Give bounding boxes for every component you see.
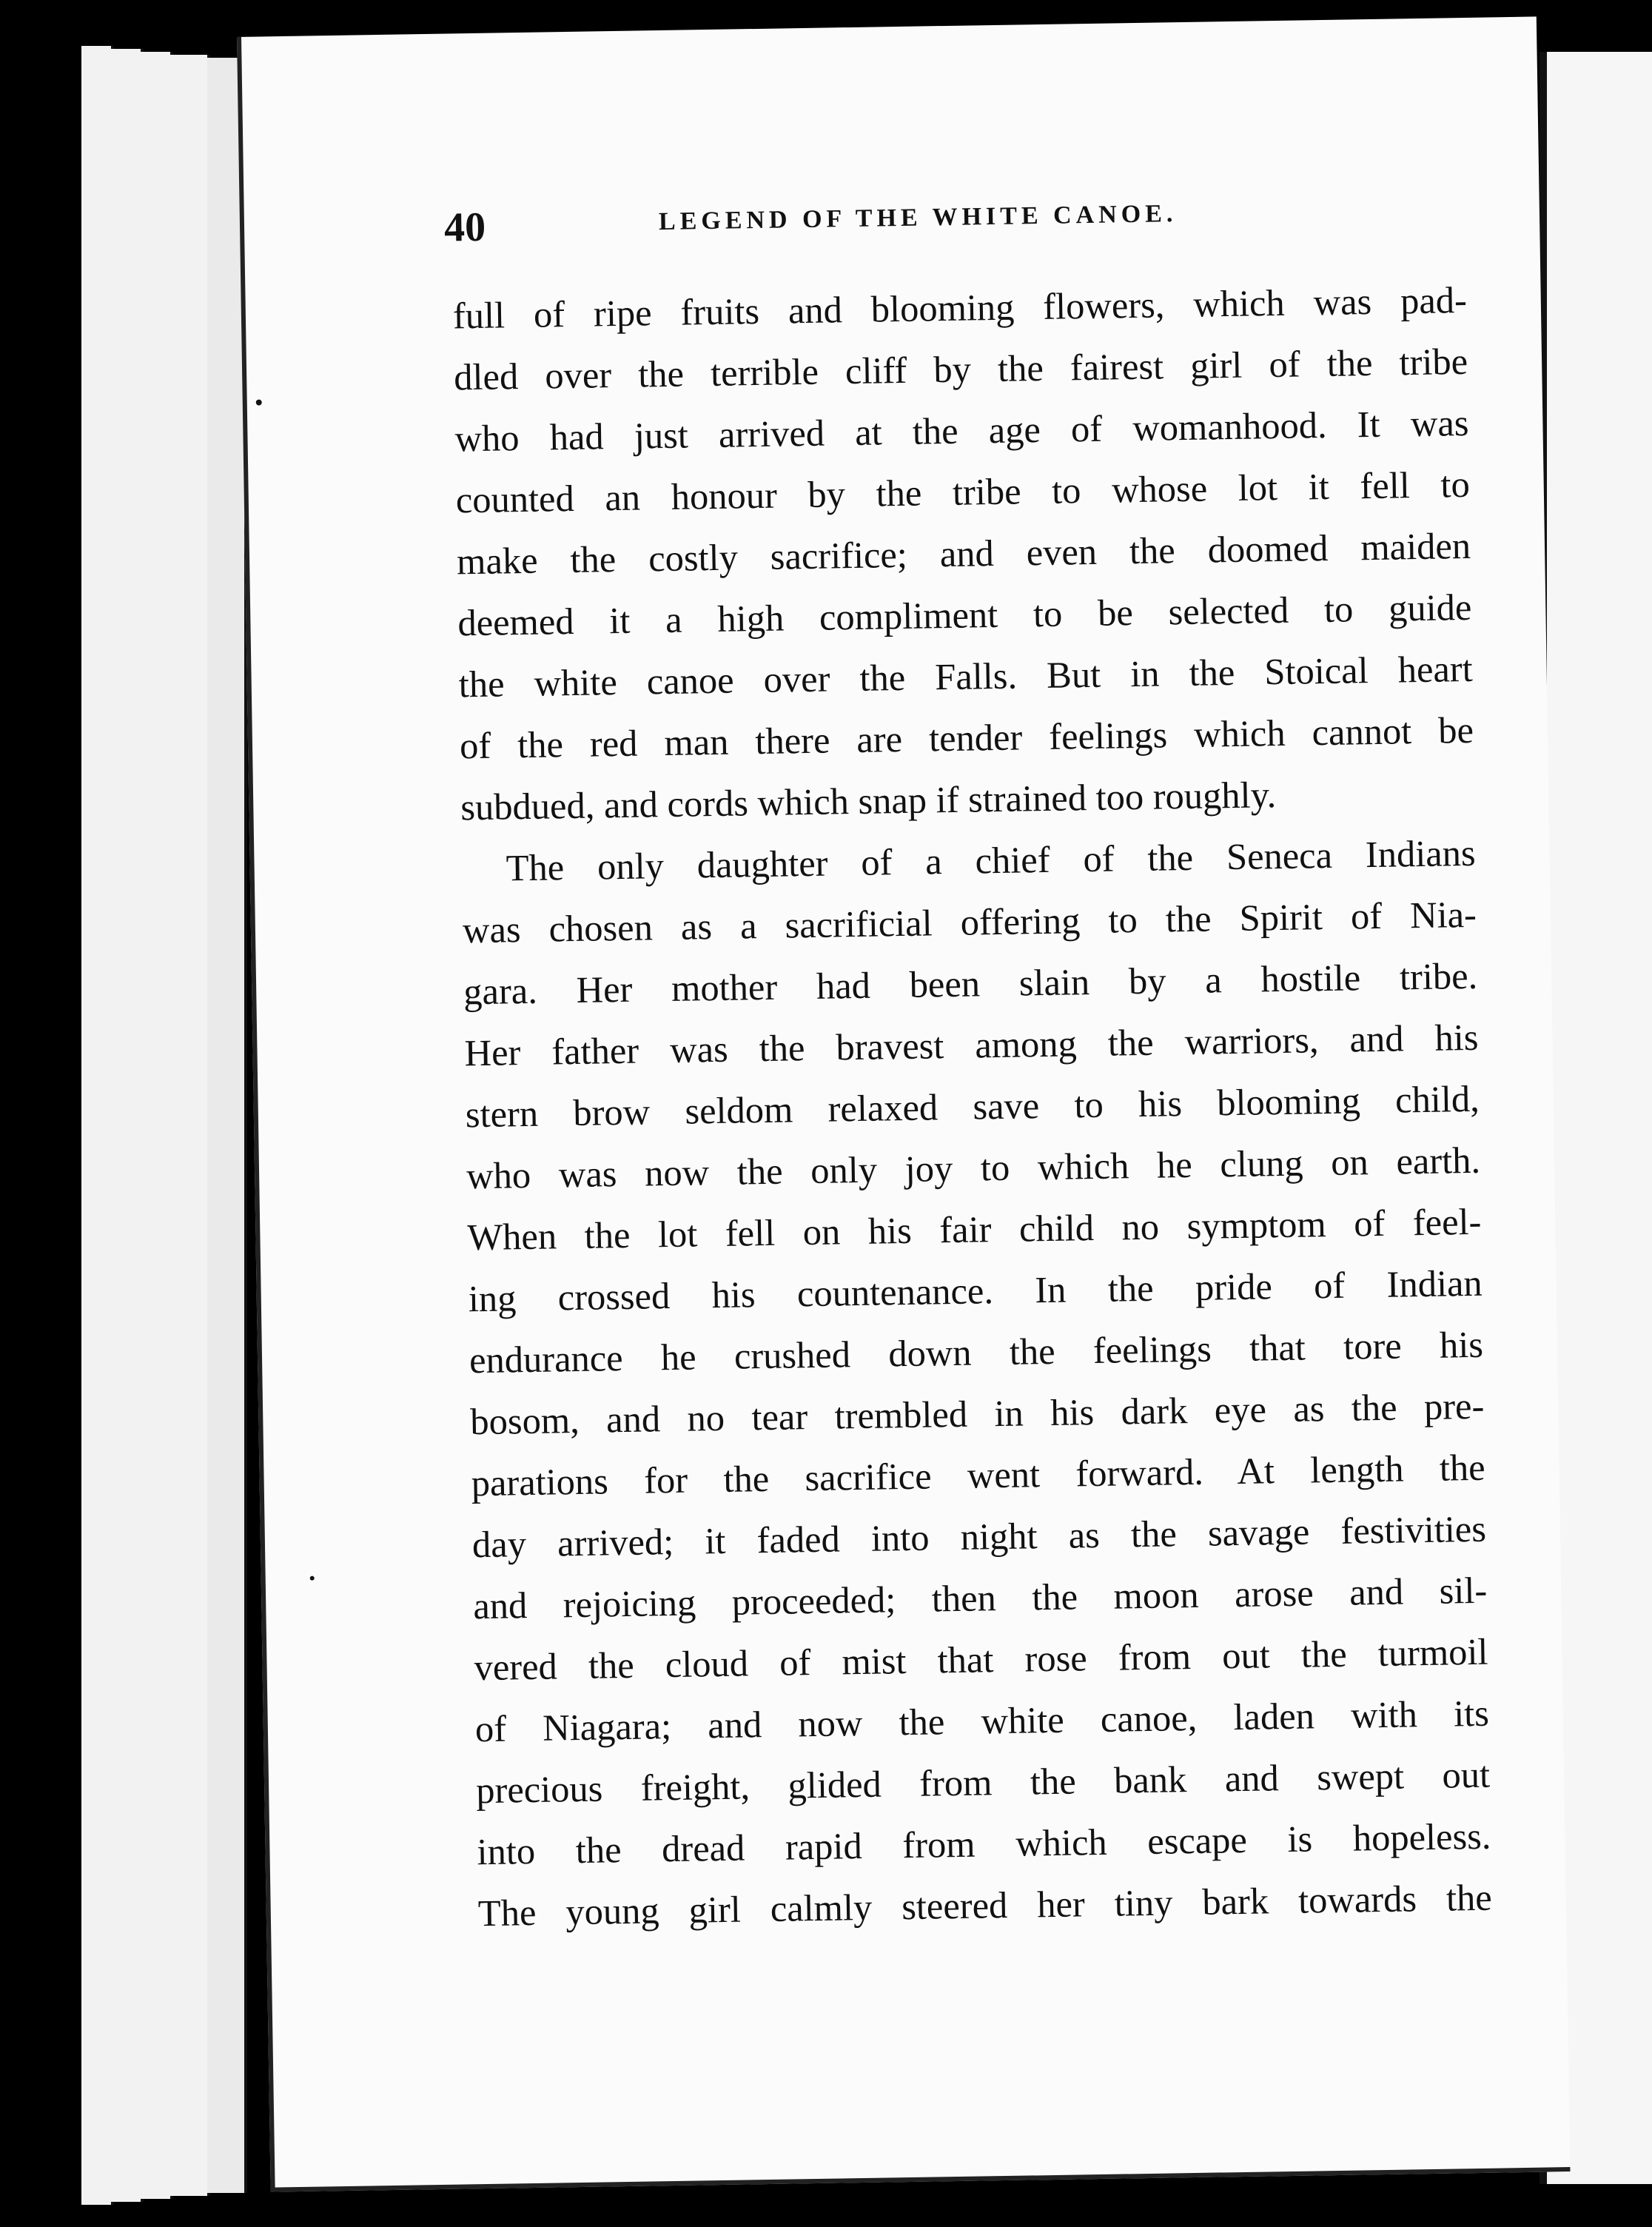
text-line: deemed it a high compliment to be selected to guide: [457, 586, 1472, 644]
running-head: LEGEND OF THE WHITE CANOE.: [658, 200, 1178, 236]
text-line: into the dread rapid from which escape is hopeless.: [477, 1815, 1491, 1873]
text-line: gara. Her mother had been slain by a hostile tribe.: [463, 954, 1478, 1013]
page-edge: [111, 49, 144, 2202]
text-line: make the costly sacrifice; and even the doomed maiden: [456, 524, 1471, 583]
text-line: When the lot fell on his fair child no symptom of feel-: [467, 1200, 1482, 1259]
text-line: was chosen as a sacrificial offering to the Spirit of Nia-: [462, 893, 1477, 951]
text-line: full of ripe fruits and blooming flowers, which was pad-: [452, 278, 1468, 337]
text-line: endurance he crushed down the feelings that tore his: [469, 1323, 1484, 1382]
text-line: Her father was the bravest among the warriors, and his: [464, 1016, 1479, 1074]
text-line: the white canoe over the Falls. But in the Stoical heart: [458, 647, 1474, 706]
page-header: [444, 188, 1466, 264]
text-line: parations for the sacrifice went forward. At length the: [471, 1446, 1485, 1504]
page-edge: [170, 55, 210, 2196]
text-line: counted an honour by the tribe to whose lot it fell to: [455, 463, 1471, 521]
text-line: vered the cloud of mist that rose from out the turmoil: [474, 1630, 1488, 1689]
text-line: of Niagara; and now the white canoe, laden with its: [474, 1692, 1490, 1750]
text-line: dled over the terrible cliff by the fairest girl of the tribe: [453, 340, 1468, 398]
text-line: who was now the only joy to which he clung on earth.: [466, 1139, 1481, 1197]
book-page: [237, 16, 1571, 2191]
page-edge: [207, 58, 247, 2193]
text-line: bosom, and no tear trembled in his dark eye as the pre-: [469, 1384, 1485, 1443]
text-line: and rejoicing proceeded; then the moon arose and sil-: [472, 1569, 1488, 1627]
text-line: stern brow seldom relaxed save to his blooming child,: [465, 1077, 1480, 1136]
page-edge: [141, 52, 173, 2199]
text-line: ing crossed his countenance. In the pride of Indian: [468, 1262, 1483, 1320]
text-line: The young girl calmly steered her tiny bark towards the: [477, 1876, 1493, 1935]
page-edge: [81, 46, 114, 2205]
text-line: subdued, and cords which snap if strained too roughly.: [460, 774, 1277, 828]
text-line: who had just arrived at the age of womanhood. It was: [454, 401, 1469, 460]
text-line: precious freight, glided from the bank and swept out: [475, 1753, 1491, 1812]
page-number: 40: [443, 204, 486, 251]
text-line: day arrived; it faded into night as the savage festivities: [471, 1507, 1487, 1566]
body-text: [452, 269, 1492, 1944]
ink-speck: [310, 1576, 315, 1581]
text-line: of the red man there are tender feelings which cannot be: [459, 709, 1474, 767]
text-line: The only daughter of a chief of the Seneca Indians: [506, 831, 1476, 889]
ink-speck: [256, 400, 262, 406]
